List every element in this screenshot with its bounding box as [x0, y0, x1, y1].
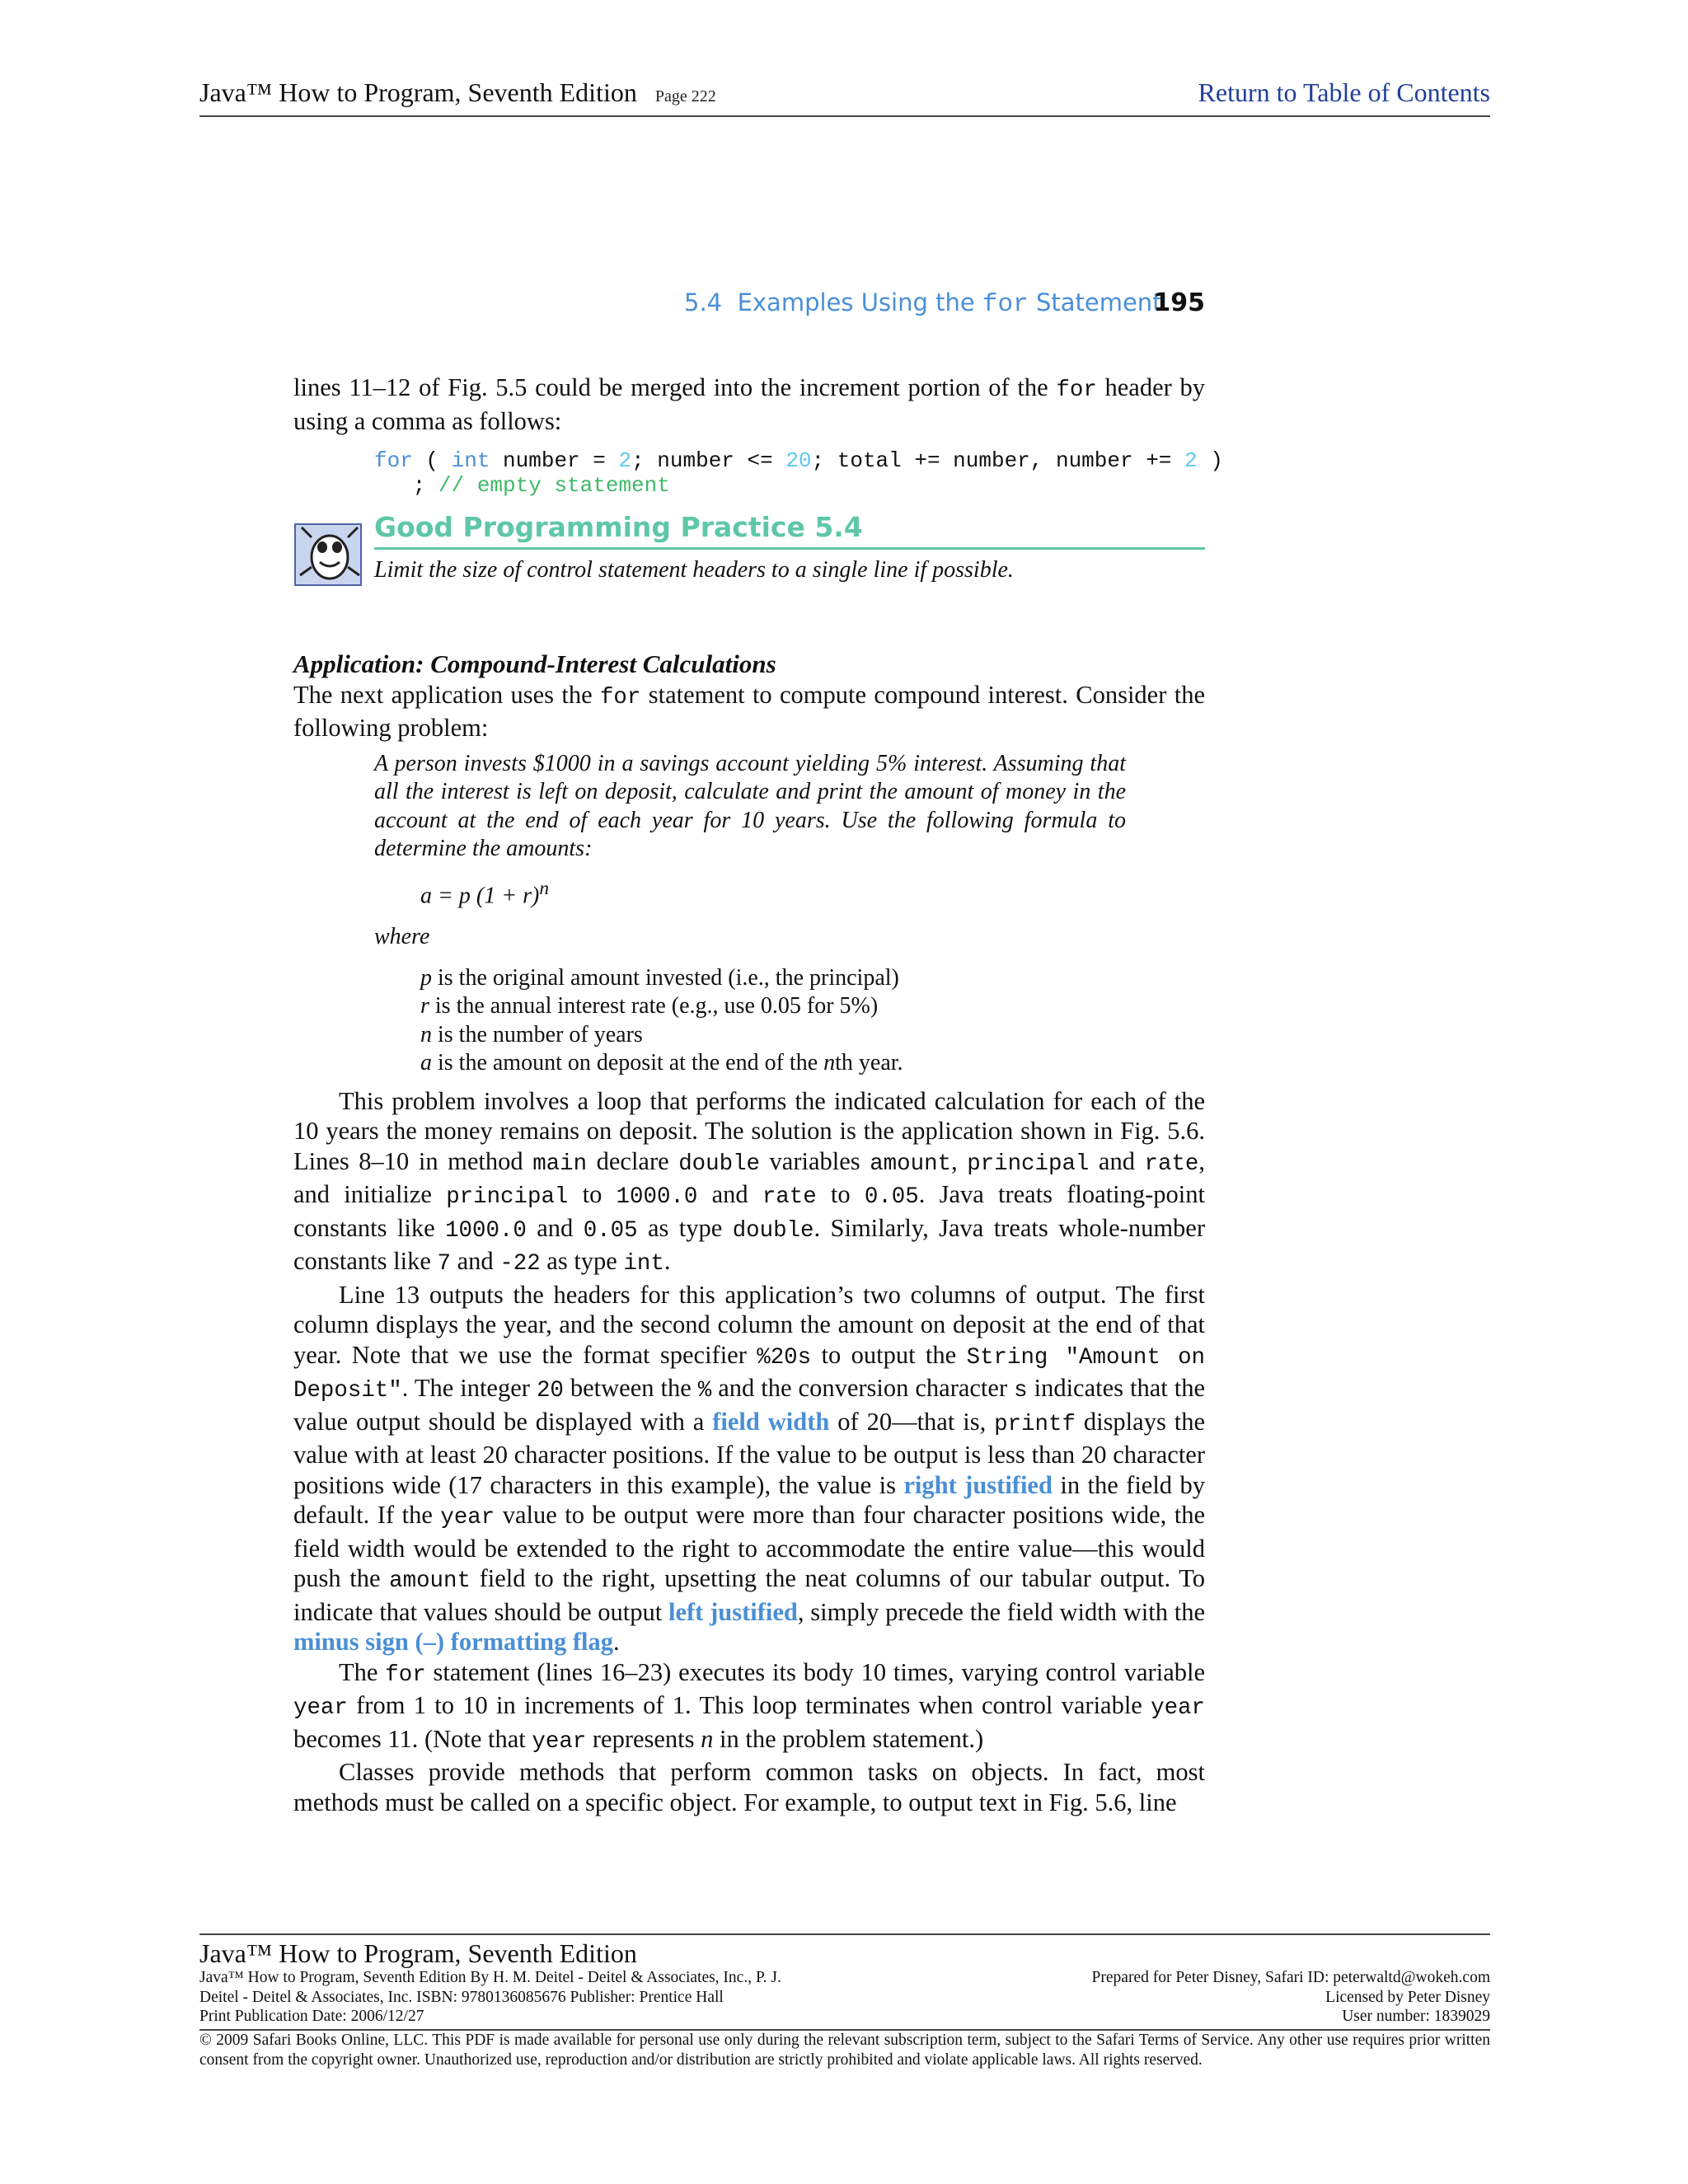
code-inline: year	[1151, 1695, 1205, 1722]
code-inline: for	[385, 1661, 426, 1688]
code-inline: for	[599, 684, 641, 710]
page-number: 195	[1153, 288, 1205, 317]
section-title-code: for	[982, 290, 1029, 319]
formula-text: a = p (1 + r)	[420, 882, 540, 908]
running-head	[684, 288, 1205, 321]
footer-left-line: Print Publication Date: 2006/12/27	[199, 2008, 424, 2025]
formula	[420, 874, 1205, 912]
text: , and initialize	[293, 1146, 1206, 1209]
text: between the	[563, 1374, 698, 1403]
paragraph-for-statement	[293, 1657, 1205, 1758]
code-keyword: int	[451, 448, 490, 473]
text: , simply precede the field width with the	[797, 1597, 1206, 1626]
paragraph-classes-methods: Classes provide methods that perform common tasks on objects. In fact, most methods must be called on a specific object. For example, to output text in Fig. 5.6, line	[293, 1758, 1205, 1816]
text: statement to compute compound interest. Consider the following problem:	[293, 680, 1205, 742]
text: lines 11–12 of Fig. 5.5 could be merged into the increment portion of the	[293, 373, 1057, 401]
var: r	[420, 993, 429, 1019]
text: statement (lines 16–23) executes its body 10 times, varying control variable	[425, 1657, 1205, 1686]
code-inline: principal	[446, 1184, 569, 1211]
formula-exponent: n	[539, 877, 550, 899]
code-text: ; total += number, number +=	[811, 448, 1185, 473]
text: and	[450, 1247, 500, 1276]
text: represents	[586, 1724, 701, 1753]
text: of 20—that is,	[829, 1407, 995, 1436]
text: .	[663, 1247, 671, 1276]
footer-right-line: Licensed by Peter Disney	[1325, 1988, 1490, 2006]
code-text: (	[412, 448, 452, 473]
key-term: minus sign (–) formatting flag	[293, 1628, 614, 1657]
var: a	[420, 1050, 432, 1076]
gpp-rule	[374, 547, 1205, 550]
text: to output the	[811, 1340, 967, 1369]
code-number: 20	[785, 448, 812, 473]
paragraph-application-intro	[293, 680, 1205, 743]
code-inline: rate	[762, 1184, 817, 1211]
text: field to the right, upsetting the neat columns of our tabular output. To indicate that values should be output	[293, 1564, 1205, 1626]
text: th year.	[835, 1050, 903, 1076]
text: and	[526, 1213, 584, 1242]
code-inline: for	[1056, 377, 1097, 403]
section-number: 5.4	[684, 288, 723, 316]
text: The next application uses the	[293, 680, 600, 709]
code-text: ; number <=	[631, 448, 786, 473]
code-inline: amount	[389, 1568, 471, 1595]
code-inline: -22	[499, 1251, 541, 1277]
code-text: ;	[374, 473, 439, 498]
code-inline: s	[1014, 1378, 1028, 1404]
text: Line 13 outputs the headers for this application’s two columns of output. The first column displays the year, and the second column the amount on deposit at the end of that year. Note that we use the format specifier	[293, 1280, 1205, 1369]
good-programming-practice	[293, 513, 1205, 592]
text: This problem involves a loop that performs the indicated calculation for each of the 10 years the money remains on deposit. The solution is the application shown in Fig. 5.6. Lines 8–10 in method	[293, 1086, 1205, 1175]
code-inline: year	[293, 1695, 348, 1722]
return-to-toc-link[interactable]: Return to Table of Contents	[1198, 77, 1490, 107]
copyright-notice: © 2009 Safari Books Online, LLC. This PDF is made available for personal use only during the relevant subscription term, subject to the Safari Terms of Service. Any other use requires prior written consent from the copyright owner. Unauthorized use, reproduction and/or distribution are strictly prohibited and violate applicable laws. All rights reserved.	[199, 2032, 1490, 2069]
code-text: number =	[490, 448, 619, 473]
code-inline: 0.05	[864, 1184, 919, 1211]
code-block	[374, 448, 1223, 498]
paragraph-problem-solution	[293, 1086, 1205, 1280]
var: n	[420, 1021, 432, 1047]
code-inline: double	[732, 1217, 814, 1244]
code-inline: %	[697, 1378, 712, 1404]
text: header by using a comma as follows:	[293, 373, 1205, 435]
text: . Java treats floating-point constants like	[293, 1180, 1205, 1242]
text: is the number of years	[432, 1021, 643, 1047]
definition-a	[420, 1049, 1205, 1078]
section-heading: Application: Compound-Interest Calculations	[293, 649, 776, 678]
gpp-text: Limit the size of control statement headers to a single line if possible.	[374, 557, 1014, 583]
var: n	[701, 1724, 714, 1753]
code-inline: amount	[870, 1151, 951, 1177]
definition-n	[420, 1021, 1205, 1050]
variable-definitions	[420, 964, 1205, 1078]
code-inline: year	[440, 1505, 495, 1531]
code-inline: principal	[967, 1151, 1090, 1177]
definition-p	[420, 964, 1205, 993]
text: becomes 11. (Note that	[293, 1724, 532, 1753]
code-inline: double	[678, 1151, 760, 1177]
text: and the conversion character	[711, 1374, 1015, 1403]
top-header	[199, 77, 1490, 117]
text: in the problem statement.)	[713, 1724, 984, 1753]
gpp-title: Good Programming Practice 5.4	[374, 511, 863, 543]
key-term: left justified	[668, 1597, 798, 1626]
code-keyword: for	[374, 448, 413, 473]
text: is the amount on deposit at the end of the	[432, 1050, 824, 1076]
section-title-post: Statement	[1035, 288, 1162, 316]
footer-license-info	[1092, 1968, 1490, 2027]
code-inline: printf	[994, 1411, 1076, 1437]
page-label: Page 222	[654, 87, 716, 105]
text: and	[697, 1180, 762, 1209]
code-inline: String "Amount on Deposit"	[293, 1344, 1205, 1404]
text: as type	[540, 1247, 624, 1276]
key-term: field width	[712, 1407, 830, 1436]
text: . Similarly, Java treats whole-number constants like	[293, 1213, 1206, 1276]
text: indicates that the value output should be displayed with a	[293, 1374, 1206, 1436]
text: .	[613, 1628, 620, 1657]
footer-left-line: Deitel - Deitel & Associates, Inc. ISBN: 9780136085676 Publisher: Prentice Hall	[199, 1988, 724, 2006]
code-inline: %20s	[757, 1344, 812, 1371]
text: variables	[760, 1146, 870, 1175]
text: ,	[951, 1146, 968, 1175]
text: . The integer	[401, 1374, 537, 1403]
code-inline: 1000.0	[445, 1217, 527, 1244]
text: is the original amount invested (i.e., the principal)	[432, 964, 899, 991]
footer-book-title: Java™ How to Program, Seventh Edition	[199, 1938, 637, 1968]
text: value to be output were more than four character positions wide, the field width would be extended to the right to accommodate the entire value—this would push the	[293, 1501, 1205, 1593]
section-title	[684, 288, 1162, 319]
footer-right-line: User number: 1839029	[1342, 2008, 1490, 2025]
text: and	[1089, 1146, 1145, 1175]
code-inline: 0.05	[583, 1217, 638, 1244]
text: is the annual interest rate (e.g., use 0.05 for 5%)	[429, 993, 879, 1019]
problem-statement: A person invests $1000 in a savings account yielding 5% interest. Assuming that all the interest is left on deposit, calculate and print the amount of money in the account at the end of each year for 10 years. Use the following formula to determine the amounts:	[374, 750, 1126, 861]
code-inline: 20	[536, 1378, 564, 1404]
text: declare	[587, 1146, 679, 1175]
code-inline: 7	[437, 1251, 451, 1277]
text: displays the value with at least 20 character positions. If the value to be output is less than 20 character positions wide (17 characters in this example), the value is	[293, 1407, 1205, 1499]
footer	[199, 1933, 1490, 2069]
footer-publication-info	[199, 1968, 1024, 2027]
code-inline: year	[532, 1728, 587, 1755]
footer-divider	[199, 1933, 1490, 1935]
paragraph-intro	[293, 373, 1205, 436]
footer-left-line: Java™ How to Program, Seventh Edition By H. M. Deitel - Deitel & Associates, Inc., P. J.	[199, 1969, 781, 1986]
definition-r	[420, 992, 1205, 1021]
book-title	[199, 77, 716, 108]
text: from 1 to 10 in increments of 1. This loop terminates when control variable	[347, 1691, 1151, 1720]
where-label: where	[374, 924, 430, 950]
code-text: )	[1197, 448, 1223, 473]
text: to	[568, 1180, 617, 1209]
code-comment: // empty statement	[438, 473, 670, 498]
text: to	[816, 1180, 865, 1209]
book-title-text: Java™ How to Program, Seventh Edition	[199, 77, 637, 107]
footer-meta	[199, 1968, 1490, 2027]
var: n	[823, 1050, 836, 1076]
text: in the field by default. If the	[293, 1470, 1205, 1530]
code-inline: main	[532, 1151, 588, 1177]
code-inline: rate	[1144, 1151, 1199, 1177]
paragraph-output-headers	[293, 1280, 1205, 1657]
section-title-pre: Examples Using the	[737, 288, 975, 316]
key-term: right justified	[903, 1470, 1053, 1499]
bug-mascot-icon	[293, 521, 364, 588]
footer-right-line: Prepared for Peter Disney, Safari ID: peterwaltd@wokeh.com	[1091, 1969, 1490, 1986]
var: p	[420, 964, 432, 991]
main-content	[293, 373, 1223, 1817]
code-number: 2	[618, 448, 632, 473]
text: The	[339, 1657, 386, 1686]
code-inline: int	[623, 1251, 664, 1277]
code-inline: 1000.0	[616, 1184, 698, 1211]
code-number: 2	[1184, 448, 1198, 473]
text: as type	[637, 1213, 733, 1242]
